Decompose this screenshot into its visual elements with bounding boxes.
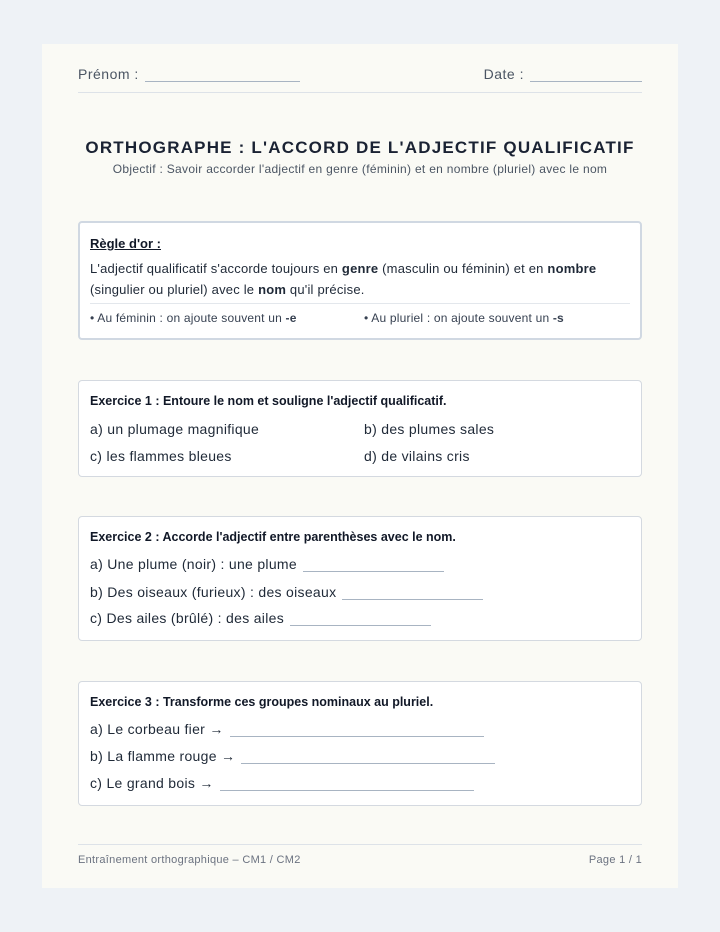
exercise-2-item-a: a) Une plume (noir) : une plume	[90, 556, 444, 572]
page-number: Page 1 / 1	[588, 854, 642, 866]
page-subtitle: Objectif : Savoir accorder l'adjectif en genre (féminin) et en nombre (pluriel) avec le nom	[112, 162, 608, 176]
rule-title: Règle d'or :	[90, 236, 161, 251]
answer-line[interactable]	[303, 559, 444, 572]
exercise-3	[78, 681, 642, 806]
page-title: ORTHOGRAPHE : L'ACCORD DE L'ADJECTIF QUALIFICATIF	[85, 138, 635, 157]
answer-line[interactable]	[241, 751, 495, 764]
exercise-1-title: Exercice 1 : Entoure le nom et souligne l'adjectif qualificatif.	[90, 394, 447, 408]
exercise-1-item-c[interactable]: c) les flammes bleues	[90, 448, 232, 464]
answer-line[interactable]	[342, 587, 483, 600]
date-label: Date :	[483, 66, 524, 82]
first-name-line[interactable]	[145, 69, 300, 82]
golden-rule-box	[78, 221, 642, 340]
exercise-3-item-b: b) La flamme rouge →	[90, 748, 495, 764]
exercise-2-title: Exercice 2 : Accorde l'adjectif entre parenthèses avec le nom.	[90, 530, 456, 544]
first-name-label: Prénom :	[78, 66, 139, 82]
exercise-1-item-b[interactable]: b) des plumes sales	[364, 421, 495, 437]
page-footer	[78, 844, 642, 866]
rule-keyword-nombre: nombre	[547, 261, 597, 276]
answer-line[interactable]	[230, 724, 484, 737]
answer-line[interactable]	[220, 778, 474, 791]
exercise-1	[78, 380, 642, 477]
exercise-1-item-a[interactable]: a) un plumage magnifique	[90, 421, 260, 437]
rule-keyword-genre: genre	[341, 261, 379, 276]
rule-divider	[90, 303, 630, 304]
exercise-2	[78, 516, 642, 641]
date-line[interactable]	[530, 69, 642, 82]
answer-line[interactable]	[290, 613, 431, 626]
worksheet-page	[42, 44, 678, 888]
student-header	[78, 64, 642, 93]
exercise-3-item-c: c) Le grand bois →	[90, 775, 474, 791]
rule-text: L'adjectif qualificatif s'accorde toujours en genre (masculin ou féminin) et en nombre (singulier ou pluriel) avec le nom qu'il précise.	[90, 261, 597, 297]
date-field[interactable]	[484, 66, 642, 82]
rule-keyword-nom: nom	[258, 282, 287, 297]
exercise-3-title: Exercice 3 : Transforme ces groupes nominaux au pluriel.	[90, 695, 434, 709]
exercise-1-item-d[interactable]: d) de vilains cris	[364, 448, 470, 464]
exercise-3-item-a: a) Le corbeau fier →	[90, 721, 484, 737]
tip-pluriel: • Au pluriel : on ajoute souvent un -s	[364, 311, 564, 325]
first-name-field[interactable]	[78, 66, 300, 82]
footer-course: Entraînement orthographique – CM1 / CM2	[78, 854, 301, 866]
exercise-2-item-c: c) Des ailes (brûlé) : des ailes	[90, 610, 431, 626]
exercise-2-item-b: b) Des oiseaux (furieux) : des oiseaux	[90, 584, 483, 600]
tip-feminin: • Au féminin : on ajoute souvent un -e	[90, 311, 297, 325]
